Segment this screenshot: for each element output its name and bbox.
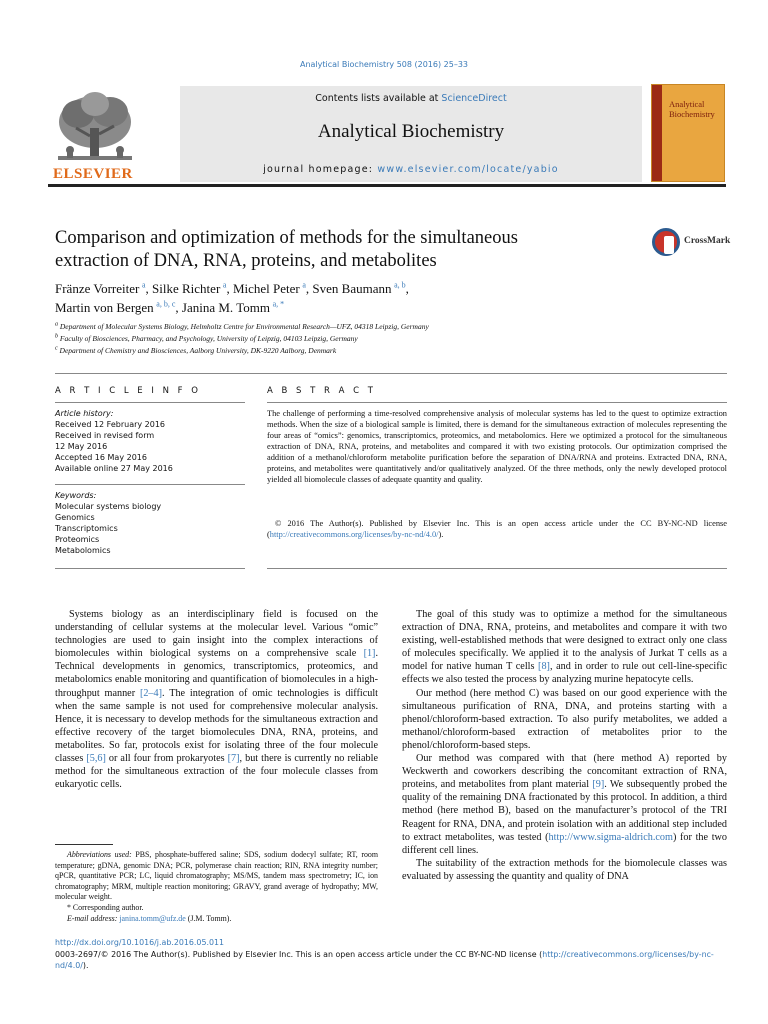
corresponding-author-footnote: * Corresponding author. bbox=[67, 902, 144, 912]
author-separator: , bbox=[226, 281, 233, 296]
author-separator: , bbox=[145, 281, 153, 296]
keyword-item: Proteomics bbox=[55, 535, 100, 544]
history-item: 12 May 2016 bbox=[55, 442, 108, 451]
affiliation-item bbox=[55, 321, 715, 333]
body-column-left bbox=[55, 608, 378, 791]
abstract-divider bbox=[267, 568, 727, 569]
history-item: Received 12 February 2016 bbox=[55, 420, 166, 429]
email-suffix: (J.M. Tomm). bbox=[185, 913, 232, 923]
contents-available-line bbox=[180, 93, 642, 104]
publisher-logo-text: ELSEVIER bbox=[53, 166, 133, 182]
email-footnote bbox=[55, 914, 378, 925]
author-affiliation-link[interactable]: a bbox=[141, 280, 146, 290]
citation-link[interactable]: [2–4] bbox=[139, 687, 163, 699]
abbreviations-label: Abbreviations used: bbox=[67, 850, 132, 859]
article-info-divider bbox=[55, 568, 245, 569]
body-text: or all four from prokaryotes bbox=[105, 753, 228, 765]
body-text: , and in order to rule out cell-line-specific effects we also tested the process by analyzing murine hepatocyte cells. bbox=[402, 661, 727, 686]
journal-title: Analytical Biochemistry bbox=[317, 121, 505, 142]
sciencedirect-link[interactable]: ScienceDirect bbox=[441, 93, 507, 104]
footer-license-link[interactable]: http://creativecommons.org/licenses/by-nc-nd/4.0/ bbox=[55, 950, 714, 970]
header-rule bbox=[48, 184, 726, 187]
keywords-label: Keywords: bbox=[55, 491, 97, 500]
author-affiliation-link[interactable]: a, * bbox=[272, 299, 285, 309]
cover-title-line-2: Biochemistry bbox=[669, 109, 715, 119]
author-affiliation-link[interactable]: a bbox=[302, 280, 306, 290]
email-label: E-mail address: bbox=[67, 913, 118, 923]
body-text: The goal of this study was to optimize a method for the simultaneous extraction of DNA, RNA, proteins, and metabolites and compare it with two existing, well-established methods that were designed to extract only one class of molecules specifically. We applied it to the analysis of Jurkat T cells as a model for native human T cells bbox=[402, 609, 727, 673]
citation-link[interactable]: [5,6] bbox=[86, 753, 106, 765]
author-name: Sven Baumann bbox=[312, 281, 392, 296]
author-name: Fränze Vorreiter bbox=[55, 281, 140, 296]
body-paragraph bbox=[55, 608, 378, 791]
history-label: Article history: bbox=[55, 409, 114, 418]
journal-cover-thumbnail bbox=[651, 84, 725, 182]
article-info-divider bbox=[55, 402, 245, 403]
citation-link[interactable]: [1] bbox=[363, 648, 376, 660]
article-title bbox=[55, 227, 615, 273]
article-info-heading: A R T I C L E I N F O bbox=[55, 386, 201, 396]
author-separator: , bbox=[405, 281, 409, 296]
keyword-item: Metabolomics bbox=[55, 546, 111, 555]
body-text: ) for the two different cell lines. bbox=[402, 831, 727, 856]
footnote-divider bbox=[55, 844, 113, 845]
affiliation-marker: a bbox=[55, 321, 58, 328]
body-paragraph bbox=[402, 608, 727, 687]
body-text: Our method was compared with that (here method A) reported by Weckwerth and coworkers describing the concomitant extraction of RNA, proteins, and metabolites from plant material bbox=[402, 753, 727, 791]
keywords bbox=[55, 490, 245, 556]
author-name: Michel Peter bbox=[232, 281, 300, 296]
body-text: . The integration of omic technologies is difficult when the same sample is not used for comprehensive molecular analysis. Hence, it is necessary to develop methods for the simultaneous extraction and effective recovery of the target biomolecules DNA, RNA, proteins, and metabolites. So far, protocols exist for isolating three of the four molecule classes bbox=[55, 687, 378, 765]
history-item: Received in revised form bbox=[55, 431, 155, 440]
crossmark-icon bbox=[652, 228, 680, 256]
copyright-text: © 2016 The Author(s). Published by Elsevier Inc. This is an open access article under the CC BY-NC-ND license ( bbox=[267, 519, 727, 539]
article-history bbox=[55, 408, 245, 474]
author-name: Martin von Bergen bbox=[55, 300, 154, 315]
affiliation-marker: b bbox=[55, 333, 58, 340]
affiliation-list bbox=[55, 321, 715, 357]
history-item: Available online 27 May 2016 bbox=[55, 464, 173, 473]
abbreviations-footnote bbox=[55, 850, 378, 903]
cover-title bbox=[669, 99, 715, 119]
author-affiliation-link[interactable]: a, b, c bbox=[156, 299, 176, 309]
journal-homepage-line bbox=[180, 164, 642, 175]
article-title-line-1: Comparison and optimization of methods for the simultaneous bbox=[55, 228, 518, 248]
journal-homepage-link[interactable]: www.elsevier.com/locate/yabio bbox=[377, 164, 559, 175]
keyword-item: Molecular systems biology bbox=[55, 502, 162, 511]
body-text: . Technical developments in genomics, transcriptomics, proteomics, and metabolomics enable monitoring and quantification of biomolecules in a high-throughput manner bbox=[55, 648, 378, 699]
abstract-heading: A B S T R A C T bbox=[267, 386, 376, 396]
author-line-2 bbox=[55, 298, 715, 317]
sigma-aldrich-link[interactable]: http://www.sigma-aldrich.com bbox=[548, 831, 673, 843]
footer-license bbox=[55, 950, 727, 972]
abstract-copyright bbox=[267, 518, 727, 540]
author-affiliation-link[interactable]: a, b bbox=[394, 280, 406, 290]
body-paragraph bbox=[402, 752, 727, 857]
journal-reference[interactable]: Analytical Biochemistry 508 (2016) 25–33 bbox=[299, 60, 469, 69]
footer-license-text: 0003-2697/© 2016 The Author(s). Published by Elsevier Inc. This is an open access article under the CC BY-NC-ND license ( bbox=[55, 950, 543, 959]
citation-link[interactable]: [7] bbox=[227, 753, 240, 765]
article-info-divider bbox=[55, 484, 245, 485]
crossmark-label: CrossMark bbox=[684, 236, 731, 246]
copyright-end: ). bbox=[438, 530, 444, 539]
abstract-text: The challenge of performing a time-resolved comprehensive analysis of molecular systems has led to the quest to optimize extraction methods. When the size of a biological sample is limited, there is demand for the simultaneous extraction of molecules representing the four areas of “omics”: genomics, transcriptomics, proteomics, and metabolomics. Here we optimized a protocol for the simultaneous extraction of DNA, RNA, proteins, and metabolites and compared it with two existing protocols. Our optimization comprised the addition of a methanol/chloroform metabolite purification before the separation of DNA/RNA and proteins. Extracted DNA, RNA, proteins, and metabolites were quantitatively and/or qualitatively analyzed. Of the three methods, only the newly developed protocol yielded all biomolecule classes of adequate quantity and quality. bbox=[267, 409, 727, 484]
citation-link[interactable]: [9] bbox=[592, 779, 605, 791]
author-name: Silke Richter bbox=[152, 281, 221, 296]
body-column-right bbox=[402, 608, 727, 883]
cover-title-line-1: Analytical bbox=[669, 99, 705, 109]
body-text: , but there is currently no reliable method for the simultaneous extraction of the four molecule classes from eukaryotic cells. bbox=[55, 753, 378, 791]
cover-spine bbox=[652, 85, 662, 181]
affiliation-item bbox=[55, 333, 715, 345]
affiliation-item bbox=[55, 345, 715, 357]
keyword-item: Transcriptomics bbox=[55, 524, 118, 533]
abstract-divider bbox=[267, 402, 727, 403]
keyword-item: Genomics bbox=[55, 513, 95, 522]
footer-license-end: ). bbox=[82, 960, 89, 970]
author-list bbox=[55, 279, 715, 317]
citation-link[interactable]: [8] bbox=[538, 661, 550, 673]
contents-prefix: Contents lists available at bbox=[315, 93, 442, 104]
article-title-line-2: extraction of DNA, RNA, proteins, and metabolites bbox=[55, 251, 437, 271]
footnotes bbox=[55, 850, 378, 924]
author-separator: , bbox=[305, 281, 313, 296]
abbreviations-text: PBS, phosphate-buffered saline; SDS, sodium dodecyl sulfate; RT, room temperature; gDNA, genomic DNA; PCR, polymerase chain reaction; RIN, RNA integrity number; qPCR, quantitative PCR; LC, liquid chromatography; MS/MS, tandem mass spectrometry; IC, ion chromatography; MRM, multiple reaction monitoring; GRAVY, grand average of hydropathy; MW, molecular weight. bbox=[55, 850, 378, 902]
body-paragraph: The suitability of the extraction methods for the biomolecule classes was evaluated by assessing the quantity and quality of DNA bbox=[402, 857, 727, 882]
body-paragraph: Our method (here method C) was based on our good experience with the simultaneous purification of RNA, DNA, and proteins starting with a phenol/chloroform-based extraction. To also purify metabolites, we added a methanol/chloroform-based extraction of metabolites prior to the phenol/chloroform-based steps. bbox=[402, 687, 727, 751]
affiliation-divider bbox=[55, 373, 727, 374]
email-link[interactable]: janina.tomm@ufz.de bbox=[119, 913, 186, 923]
author-line-1 bbox=[55, 279, 715, 298]
license-link[interactable]: http://creativecommons.org/licenses/by-nc-nd/4.0/ bbox=[269, 530, 439, 539]
author-affiliation-link[interactable]: a bbox=[222, 280, 227, 290]
affiliation-marker: c bbox=[55, 345, 58, 352]
affiliation-text: Faculty of Biosciences, Pharmacy, and Psychology, University of Leipzig, 04103 Leipzig, Germany bbox=[59, 334, 358, 343]
doi-link[interactable]: http://dx.doi.org/10.1016/j.ab.2016.05.011 bbox=[55, 938, 225, 947]
crossmark-button[interactable] bbox=[652, 228, 732, 262]
author-separator: , bbox=[175, 300, 182, 315]
author-name: Janina M. Tomm bbox=[181, 300, 270, 315]
affiliation-text: Department of Chemistry and Biosciences, Aalborg University, DK-9220 Aalborg, Denmark bbox=[59, 346, 337, 355]
affiliation-text: Department of Molecular Systems Biology, Helmholtz Centre for Environmental Research—UFZ, 04318 Leipzig, Germany bbox=[59, 322, 429, 331]
body-text: . We subsequently probed the quality of the remaining DNA fractionated by this protocol. In addition, a third method (here method B), based on the manufacturer’s protocol of the TRI Reagent for RNA, DNA, and protein isolation with an additional step included to extract metabolites, was tested ( bbox=[402, 779, 727, 843]
history-item: Accepted 16 May 2016 bbox=[55, 453, 147, 462]
body-text: Systems biology as an interdisciplinary field is focused on the understanding of cellular systems at the molecular level. Various “omic” technologies are used to gain insight into the complex interactions of biomolecules within biological systems on a comprehensive scale bbox=[55, 609, 378, 660]
homepage-prefix: journal homepage: bbox=[263, 164, 378, 175]
